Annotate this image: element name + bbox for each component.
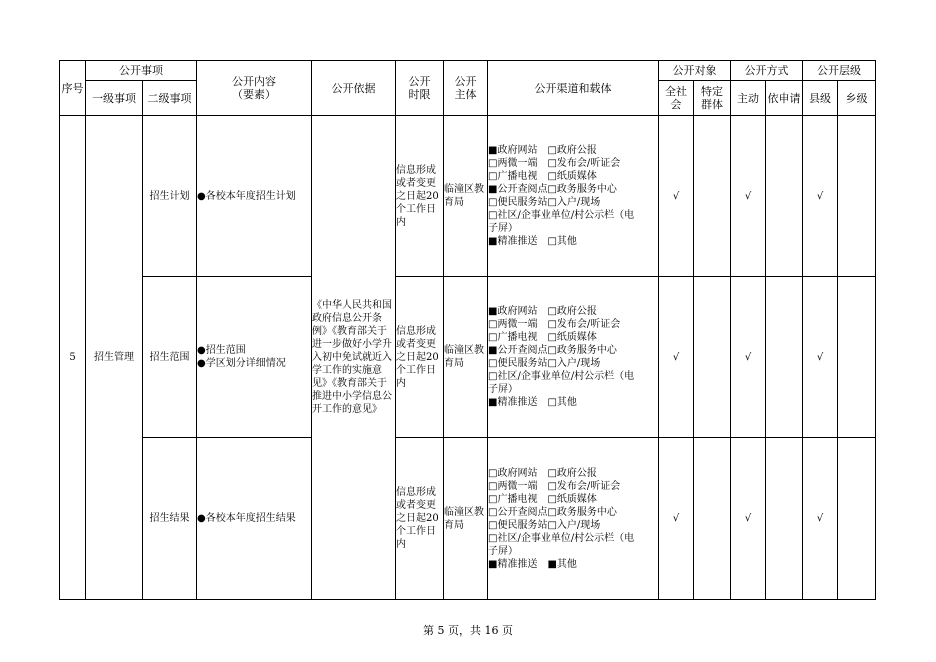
target-all-check: √ [659,438,694,600]
content-cell [197,438,312,600]
header-body: 公开 主体 [444,61,488,116]
channel-line: □公开查阅点□政务服务中心 [488,506,617,518]
channel-line: ■精准推送 □其他 [488,236,577,247]
method-request-check [766,438,803,600]
channel-line: □广播电视 □纸质媒体 [488,171,597,182]
channel-line: □政府网站 □政府公报 [488,467,597,479]
table-row [60,277,876,438]
header-item: 公开事项 [86,61,197,81]
channel-line: ■公开查阅点□政务服务中心 [488,184,617,195]
content-line: ●各校本年度招生结果 [197,513,296,524]
channel-line: □社区/企事业单位/村公示栏（电 [488,371,635,382]
channel-line: □便民服务站□入户/现场 [488,519,601,531]
header-content: 公开内容 （要素） [197,61,312,116]
channel-line: □广播电视 □纸质媒体 [488,493,597,505]
disclosure-table [59,60,876,600]
header-method: 公开方式 [731,61,803,81]
content-line: ●学区划分详细情况 [197,358,286,369]
channel-line: □两微一端 □发布会/听证会 [488,480,621,492]
target-specific-check [694,438,731,600]
method-active-check: √ [731,116,766,277]
header-level-town: 乡级 [838,81,876,116]
header-channel: 公开渠道和载体 [488,61,659,116]
level1-cell: 招生管理 [86,116,143,600]
channel-line: □两微一端 □发布会/听证会 [488,319,621,330]
channel-line: ■政府网站 □政府公报 [488,306,597,317]
level-county-check: √ [803,116,838,277]
channel-line: 子屏） [488,223,518,234]
channel-cell [488,438,659,600]
header-seq: 序号 [60,61,86,116]
content-line: ●招生范围 [197,345,246,356]
method-request-check [766,277,803,438]
channel-line: □两微一端 □发布会/听证会 [488,158,621,169]
target-specific-check [694,277,731,438]
content-line: ●各校本年度招生计划 [197,190,296,202]
level-town-check [838,277,876,438]
header-level-county: 县级 [803,81,838,116]
channel-line: □便民服务站□入户/现场 [488,197,601,208]
header-target-specific: 特定 群体 [694,81,731,116]
channel-cell [488,116,659,277]
body-cell: 临潼区教育局 [444,116,488,277]
table-row [60,438,876,600]
channel-line: ■精准推送 ■其他 [488,558,577,570]
level-county-check: √ [803,438,838,600]
header-target: 公开对象 [659,61,731,81]
header-target-all: 全社 会 [659,81,694,116]
header-basis: 公开依据 [312,61,396,116]
time-cell: 信息形成或者变更之日起20个工作日内 [396,116,444,277]
method-active-check: √ [731,277,766,438]
time-cell: 信息形成或者变更之日起20个工作日内 [396,277,444,438]
level2-cell: 招生结果 [143,438,197,600]
table-row [60,116,876,277]
basis-cell: 《中华人民共和国政府信息公开条例》《教育部关于进一步做好小学升入初中免试就近入学工作的实施意见》《教育部关于推进中小学信息公开工作的意见》 [312,116,396,600]
channel-line: ■政府网站 □政府公报 [488,145,597,156]
header-level1: 一级事项 [86,81,143,116]
header-method-request: 依申请 [766,81,803,116]
target-all-check: √ [659,277,694,438]
level2-cell: 招生范围 [143,277,197,438]
method-request-check [766,116,803,277]
header-level2: 二级事项 [143,81,197,116]
channel-line: ■公开查阅点□政务服务中心 [488,345,617,356]
header-level: 公开层级 [803,61,876,81]
body-cell: 临潼区教育局 [444,277,488,438]
channel-line: 子屏） [488,384,518,395]
level-town-check [838,116,876,277]
channel-cell [488,277,659,438]
channel-line: □便民服务站□入户/现场 [488,358,601,369]
target-all-check: √ [659,116,694,277]
body-cell: 临潼区教育局 [444,438,488,600]
target-specific-check [694,116,731,277]
level-town-check [838,438,876,600]
method-active-check: √ [731,438,766,600]
header-method-active: 主动 [731,81,766,116]
header-time: 公开 时限 [396,61,444,116]
channel-line: □社区/企事业单位/村公示栏（电 [488,532,635,544]
channel-line: □社区/企事业单位/村公示栏（电 [488,210,635,221]
channel-line: ■精准推送 □其他 [488,397,577,408]
channel-line: 子屏） [488,545,518,557]
time-cell: 信息形成或者变更之日起20个工作日内 [396,438,444,600]
level-county-check: √ [803,277,838,438]
content-cell [197,116,312,277]
seq-cell: 5 [60,116,86,600]
content-cell [197,277,312,438]
page-footer: 第 5 页，共 16 页 [423,624,513,637]
channel-line: □广播电视 □纸质媒体 [488,332,597,343]
level2-cell: 招生计划 [143,116,197,277]
